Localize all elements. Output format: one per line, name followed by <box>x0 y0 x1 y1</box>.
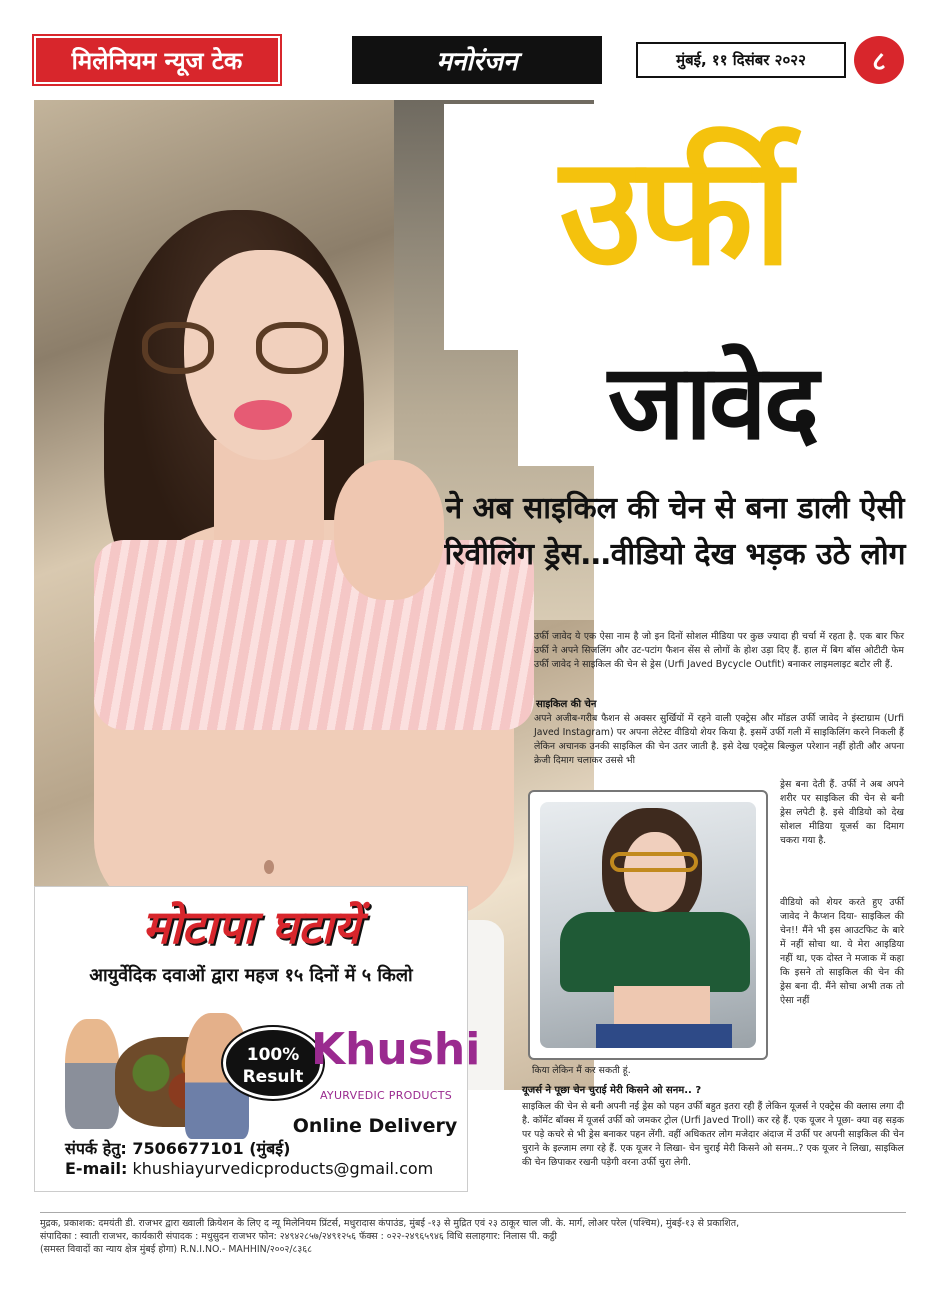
inset-photo <box>528 790 768 1060</box>
section-title: मनोरंजन <box>352 36 602 84</box>
article-paragraph-1: उर्फी जावेद ये एक ऐसा नाम है जो इन दिनों सोशल मीडिया पर कुछ ज्यादा ही चर्चा में रहता है. एक बार फिर उर्फी ने अपने सिजलिंग और उट-पटांग फैशन सेंस से लोगों के होश उड़ा दिए हैं. हाल में बिग बॉस ओटीटी फेम उर्फी जावेद ने साइकिल की चेन से ड्रेस (Urfi Javed Bycycle Outfit) बनाकर लाइमलाइट बटोर ली हैं. <box>534 631 904 670</box>
ad-subtitle: आयुर्वेदिक दवाओं द्वारा महज १५ दिनों में ५ किलो <box>89 965 413 986</box>
ad-delivery: Online Delivery <box>292 1115 458 1137</box>
ad-badge-percent: 100% <box>246 1045 300 1065</box>
masthead-brand: मिलेनियम न्यूज टेक <box>34 36 280 84</box>
article-paragraph-3: ड्रेस बना देती हैं. उर्फी ने अब अपने शरीर पर साइकिल की चेन से बनी ड्रेस लपेटी है. इसे वीडियो को देख सोशल मीडिया यूजर्स का दिमाग चकरा गया है. <box>780 779 904 846</box>
headline-name-first: उर्फी <box>559 125 789 299</box>
imprint-line-1: मुद्रक, प्रकाशक: दमयंती डी. राजभर द्वारा ख्वाली क्रियेशन के लिए द न्यू मिलेनियम प्रिंटर्स, मधुरादास कंपाउंड, मुंबई -१३ से मुद्रित एवं २३ ठाकूर चाल जी. के. मार्ग, लोअर परेल (पश्चिम), मुंबई-१३ से प्रकाशित, <box>40 1218 740 1229</box>
ad-brand-logo: Khushi <box>311 1024 481 1075</box>
ad-woman-image <box>65 1019 119 1129</box>
ad-email-label: E-mail: <box>65 1159 128 1178</box>
ad-result-badge <box>223 1027 323 1099</box>
imprint-line-3: (समस्त विवादों का न्याय क्षेत्र मुंबई होगा) R.N.I.NO.- MAHHIN/२००२/८३६८ <box>40 1244 313 1255</box>
ad-email-address: khushiayurvedicproducts@gmail.com <box>127 1159 434 1178</box>
imprint-footer <box>40 1212 906 1256</box>
article-paragraph-4: वीडियो को शेयर करते हुए उर्फी जावेद ने कैप्शन दिया- साइकिल की चेन!! मैंने भी इस आउटफिट के बारे में नहीं सोचा था. ये मेरा आइडिया नहीं था, एक दोस्त ने मजाक में कहा कि इसने तो साइकिल की चेन की ड्रेस बना दी. मैंने सोचा अभी तक तो ऐसा नहीं <box>780 897 904 1006</box>
headline-subhead: ने अब साइकिल की चेन से बना डाली ऐसी रिवीलिंग ड्रेस…वीडियो देख भड़क उठे लोग <box>444 491 906 572</box>
ad-brand-tagline: AYURVEDIC PRODUCTS <box>319 1089 453 1102</box>
issue-date: मुंबई, ११ दिसंबर २०२२ <box>636 42 846 78</box>
ad-title: मोटापा घटायें <box>142 900 360 954</box>
article-subheading-1: साइकिल की चेन <box>536 699 597 710</box>
headline-name-last: जावेद <box>607 341 817 463</box>
article-subheading-2: यूजर्स ने पूछा चेन चुराई मेरी किसने ओ सनम.. ? <box>522 1085 702 1096</box>
advertisement <box>34 886 481 1192</box>
ad-email <box>65 1159 433 1178</box>
article-paragraph-6: साइकिल की चेन से बनी अपनी नई ड्रेस को पहन उर्फी बहुत इतरा रही हैं लेकिन यूजर्स ने एक्ट्रेस की क्लास लगा दी है. कॉमेंट बॉक्स में यूजर्स उर्फी को जमकर ट्रोल (Urfi Javed Troll) कर रहे हैं. एक यूजर ने पूछा- क्या वह सड़क पर पड़े कचरे से भी ड्रेस बनाकर पहन लेंगी. वहीं अधिकतर लोग मजेदार अंदाज में उर्फी पर अपनी साइकिल की चेन चुराने के इल्जाम लगा रहे हैं. एक यूजर ने लिखा- चेन चुराई मेरी किसने ओ सनम..? एक यूजर ने लिखा, साइकिल की चेन छिपाकर रखनी पड़ेगी वरना उर्फी चुरा लेगी. <box>522 1101 904 1168</box>
ad-badge-label: Result <box>242 1067 304 1087</box>
page-number: ८ <box>854 36 904 84</box>
ad-contact-phone: संपर्क हेतु: 7506677101 (मुंबई) <box>65 1139 291 1158</box>
imprint-line-2: संपादिका : स्वाती राजभर, कार्यकारी संपादक : मधुसुदन राजभर फोन: २४९४२८५७/२४९१२५६ फॅक्स : ०२२-२४९६५९४६ विधि सलाहगार: निलास पी. कट्ठी <box>40 1231 557 1242</box>
article-paragraph-2: अपने अजीब-गरीब फैशन से अक्सर सुर्खियों में रहने वाली एक्ट्रेस और मॉडल उर्फी जावेद ने इंस्टाग्राम (Urfi Javed Instagram) पर अपना लेटेस्ट वीडियो शेयर किया है. इसमें उर्फी गली में साइकिलिंग करने निकली हैं लेकिन अचानक उनकी साइकिल की चेन उतर जाती है. इसे देख एक्ट्रेस बिल्कुल परेशान नहीं होती और अपना क्रेजी दिमाग चलाकर उससे भी <box>534 713 904 766</box>
article-paragraph-5: किया लेकिन मैं कर सकती हूं. <box>532 1065 631 1076</box>
